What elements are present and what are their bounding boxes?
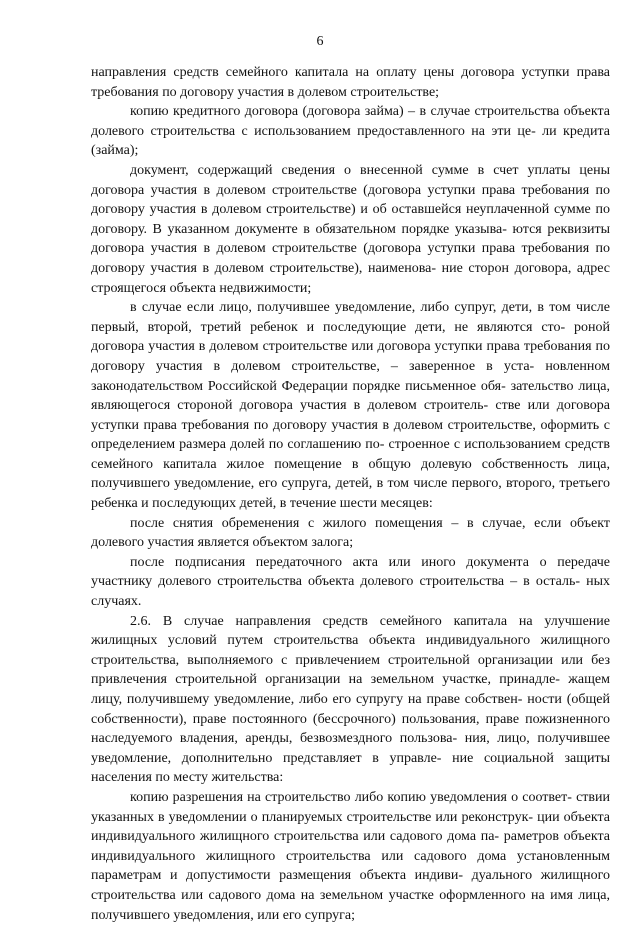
text-line: после подписания передаточного акта или иного документа о передаче: [130, 554, 610, 570]
text-line: участнику долевого строительства объекта долевого строительства – в осталь-: [91, 574, 581, 590]
text-line: зательство лица, являющегося стороной договора участия в долевом строитель-: [91, 378, 611, 414]
text-line: направления средств семейного капитала на оплату цены договора уступки: [91, 65, 570, 80]
document-body: [91, 63, 610, 925]
text-line: праве пожизненного наследуемого владения, аренды, безвозмездного пользова-: [91, 711, 611, 747]
text-line: требования по договору участия в долевом строительстве, – заверенное в уста-: [91, 339, 611, 374]
text-line: после снятия обременения с жилого помещения – в случае, если объект: [130, 515, 610, 531]
text-line: жилищных условий путем строительства объекта индивидуального жилищного: [91, 633, 610, 649]
text-line: 2.6. В случае направления средств семейного капитала на улучшение: [130, 613, 610, 629]
text-line: ции объекта индивидуального жилищного строительства или садового дома па-: [91, 809, 610, 845]
text-line: дома установленным параметрам и допустимости размещения объекта индиви-: [91, 848, 611, 884]
text-line: числе первый, второй, третий ребенок и последующие дети, не являются сто-: [91, 300, 610, 335]
text-line: документ, содержащий сведения о внесенной сумме в счет уплаты цены: [130, 162, 610, 178]
text-line: ных случаях.: [91, 574, 611, 610]
text-line: стве или договора уступки права требования по договору участия в долевом: [91, 398, 611, 433]
text-line: долевого участия является объектом залога;: [91, 535, 354, 551]
text-line: строительстве, оформить с определением размера долей по соглашению по-: [91, 417, 611, 453]
text-line: сумме по договору. В указанном документе в обязательном порядке указыва-: [91, 202, 610, 237]
text-line: ствии указанных в уведомлении о планируемых строительстве или реконструк-: [91, 789, 610, 825]
text-line: права требования по договору участия в долевом строительстве), наименова-: [91, 241, 610, 276]
text-line: оформленного на имя лица, получившего уведомления, или его супруга;: [91, 887, 610, 923]
text-line: новленном законодательством Российской Федерации порядке письменное обя-: [91, 358, 611, 394]
text-line: права требования по договору участия в долевом строительстве;: [91, 65, 610, 100]
text-line: роной договора участия в долевом строительстве или договора уступки права: [91, 319, 610, 355]
text-line: детей, в том числе первого, второго, третьего ребенка и последующих детей, в: [91, 476, 611, 512]
paragraph: [91, 514, 610, 553]
paragraph: [91, 63, 610, 102]
text-line: ния, лицо, получившее уведомление, дополнительно представляет в управле-: [91, 731, 610, 766]
page-number: 6: [316, 34, 324, 49]
text-line: течение шести месяцев:: [289, 496, 433, 512]
text-line: раметров объекта индивидуального жилищного строительства или садового: [91, 829, 610, 864]
text-line: жащем лицу, получившему уведомление, либо его супругу на праве собствен-: [91, 672, 610, 707]
text-line: в случае если лицо, получившее уведомление, либо супруг, дети, в том: [130, 300, 571, 316]
text-line: ли кредита (займа);: [91, 123, 611, 159]
text-line: ности (общей собственности), праве постоянного (бессрочного) пользования,: [91, 692, 611, 727]
text-line: без привлечения строительной организации на земельном участке, принадле-: [91, 652, 610, 688]
paragraph: [91, 102, 610, 161]
text-line: по договору участия в долевом строительстве) и об оставшейся неуплаченной: [91, 182, 610, 218]
text-line: ние социальной защиты населения по месту жительства:: [91, 750, 611, 786]
text-line: копию кредитного договора (договора займа) – в случае строительства: [130, 104, 560, 120]
text-line: ние сторон договора, адрес строящегося объекта недвижимости;: [91, 260, 610, 296]
text-line: договора участия в долевом строительстве (договора уступки права требования: [91, 182, 590, 198]
text-line: общую долевую собственность лица, получившего уведомление, его супруга,: [91, 456, 610, 492]
text-line: строительства, выполняемого с привлечением строительной организации или: [91, 652, 584, 668]
text-line: строенное с использованием средств семейного капитала жилое помещение в: [91, 437, 611, 472]
text-line: объекта долевого строительства с использованием предоставленного на эти це-: [91, 104, 611, 139]
text-line: дуального жилищного строительства или садового дома на земельном участке: [91, 868, 611, 903]
paragraph: [91, 298, 610, 514]
text-line: копию разрешения на строительство либо копию уведомления о соответ-: [130, 789, 572, 805]
paragraph: [91, 161, 610, 298]
paragraph: [91, 553, 610, 612]
paragraph: [91, 788, 610, 925]
text-line: ются реквизиты договора участия в долевом строительстве (договора уступки: [91, 221, 611, 257]
paragraph: [91, 612, 610, 788]
